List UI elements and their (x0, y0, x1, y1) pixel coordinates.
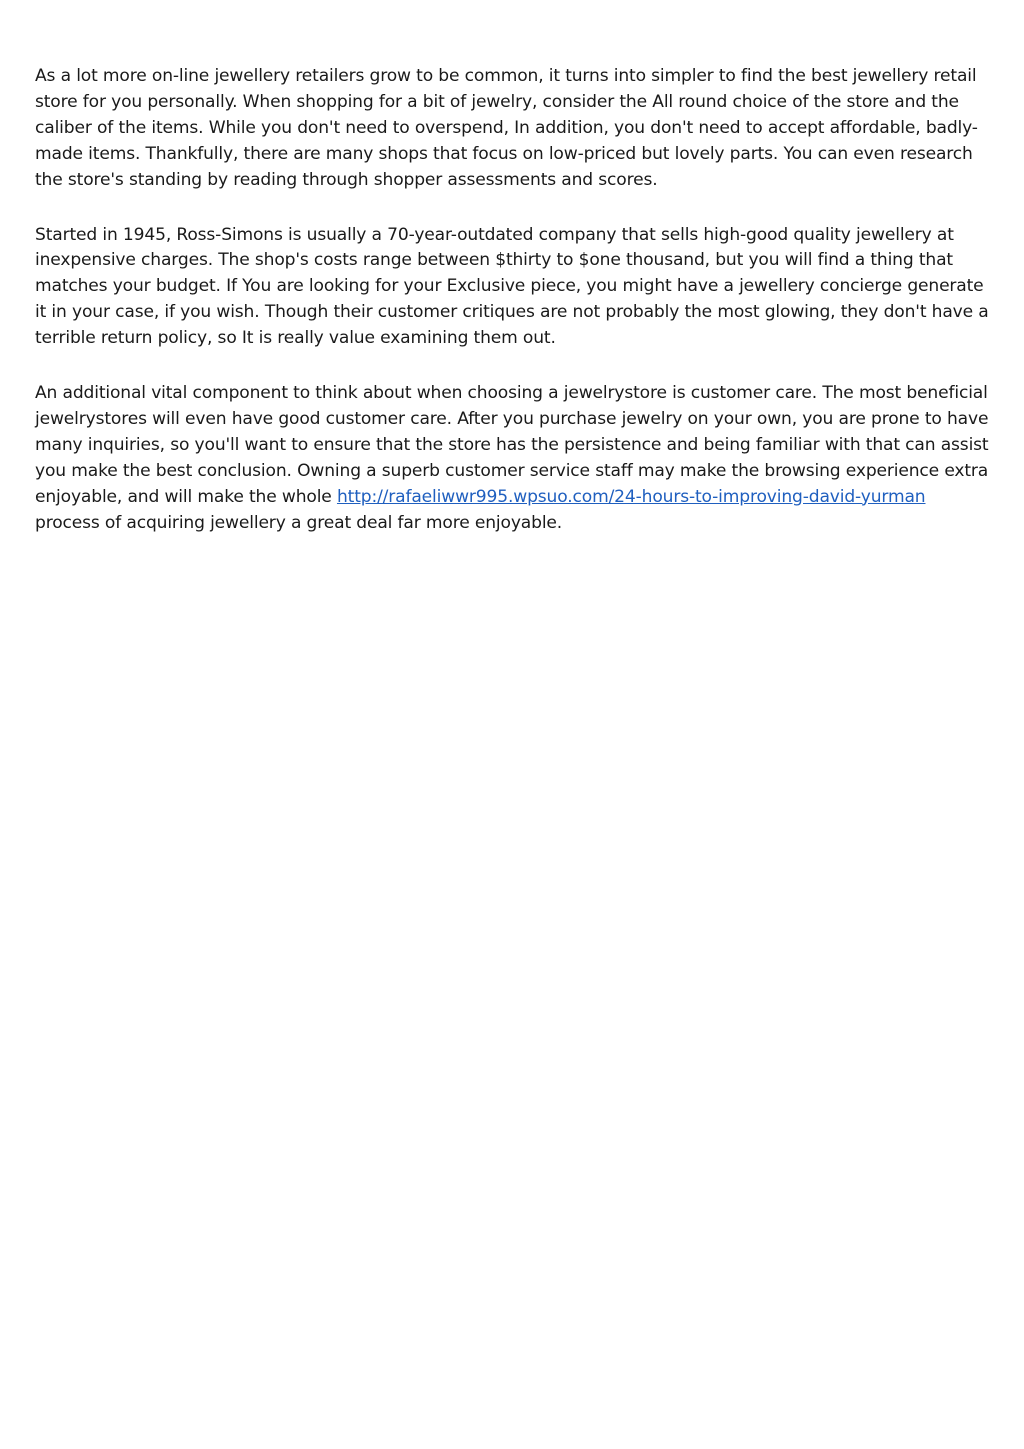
paragraph-3-text-after-link: process of acquiring jewellery a great deal far more enjoyable. (35, 512, 563, 533)
document-body (35, 64, 993, 566)
paragraph-3-text-before-link: An additional vital component to think about when choosing a jewelrystore is customer care. The most beneficial jewelrystores will even have good customer care. After you purchase jewelry on your own, you are prone to have many inquiries, so you'll want to ensure that the store has the persistence and being familiar with that can assist you make the best conclusion. Owning a superb customer service staff may make the browsing experience extra enjoyable, and will make the whole (35, 383, 989, 507)
paragraph-2: Started in 1945, Ross-Simons is usually a 70-year-outdated company that sells high-good quality jewellery at inexpensive charges. The shop's costs range between $thirty to $one thousand, but you will find a thing that matches your budget. If You are looking for your Exclusive piece, you might have a jewellery concierge generate it in your case, if you wish. Though their customer critiques are not probably the most glowing, they don't have a terrible return policy, so It is really value examining them out. (35, 224, 989, 349)
paragraph-1: As a lot more on-line jewellery retailers grow to be common, it turns into simpler to find the best jewellery retail store for you personally. When shopping for a bit of jewelry, consider the All round choice of the store and the caliber of the items. While you don't need to overspend, In addition, you don't need to accept affordable, badly-made items. Thankfully, there are many shops that focus on low-priced but lovely parts. You can even research the store's standing by reading through shopper assessments and scores. (35, 66, 978, 190)
article-link[interactable]: http://rafaeliwwr995.wpsuo.com/24-hours-to-improving-david-yurman (336, 486, 926, 507)
paragraph-3 (35, 381, 993, 536)
